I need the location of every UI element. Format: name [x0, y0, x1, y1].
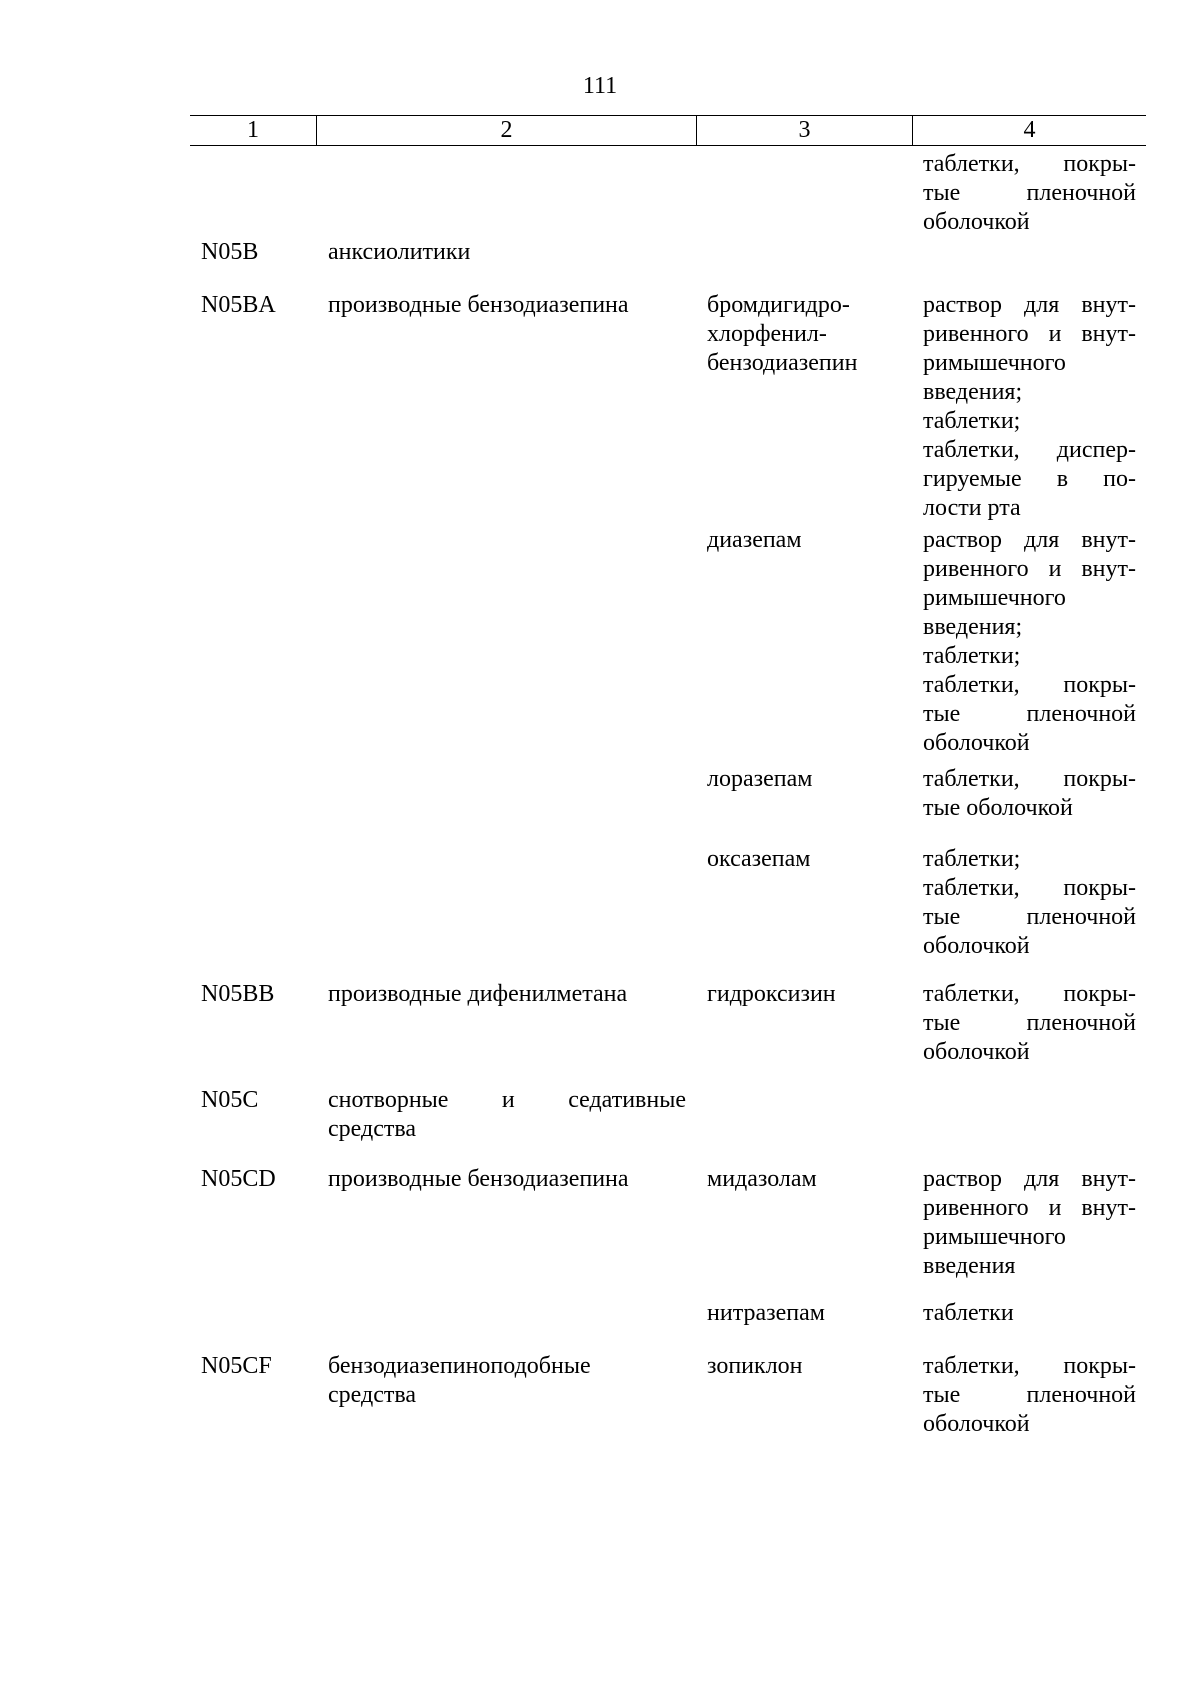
group-line: анксиолитики	[328, 239, 471, 265]
atc-code	[190, 526, 316, 758]
word: диспер-	[1056, 437, 1136, 463]
dosage-form	[912, 291, 1146, 523]
atc-code	[190, 845, 316, 961]
word: раствор	[923, 292, 1002, 318]
form-line: введения;	[923, 379, 1023, 405]
word: тые	[923, 701, 961, 727]
dosage-form	[912, 238, 1146, 267]
word: таблетки,	[923, 672, 1020, 698]
drug-line: оксазепам	[707, 846, 811, 872]
form-line	[923, 700, 1136, 729]
form-line	[923, 179, 1136, 208]
word: пленочной	[1026, 1382, 1136, 1408]
header-col-1: 1	[247, 117, 259, 143]
drug-name	[696, 980, 912, 1067]
word: пленочной	[1026, 1010, 1136, 1036]
dosage-form	[912, 1299, 1146, 1328]
drug-name	[696, 526, 912, 758]
word: таблетки,	[923, 437, 1020, 463]
word: в	[1056, 466, 1069, 492]
word: внут-	[1081, 321, 1136, 347]
drug-line: диазепам	[707, 527, 802, 553]
word: и	[1048, 556, 1062, 582]
group-line: средства	[328, 1116, 417, 1142]
word: гируемые	[923, 466, 1022, 492]
form-line: таблетки;	[923, 643, 1021, 669]
dosage-form	[912, 765, 1146, 823]
form-line	[923, 1009, 1136, 1038]
form-line	[923, 874, 1136, 903]
dosage-form	[912, 1352, 1146, 1439]
page-number: 111	[582, 73, 618, 99]
table-row	[190, 980, 1146, 1067]
word: таблетки,	[923, 875, 1020, 901]
group-line: производные бензодиазепина	[328, 1166, 629, 1192]
word: и	[1048, 1195, 1062, 1221]
word: раствор	[923, 1166, 1002, 1192]
word: внут-	[1081, 1195, 1136, 1221]
table-row	[190, 1352, 1146, 1439]
form-line: римышечного	[923, 585, 1066, 611]
group-name	[316, 1165, 696, 1281]
word: по-	[1103, 466, 1136, 492]
form-line	[923, 765, 1136, 794]
drug-line: бромдигидро-	[707, 292, 850, 318]
atc-code: N05CF	[201, 1353, 272, 1379]
form-line	[923, 291, 1136, 320]
form-line: введения;	[923, 614, 1023, 640]
word: таблетки,	[923, 1353, 1020, 1379]
form-line	[923, 1194, 1136, 1223]
form-line	[923, 465, 1136, 494]
table-header	[190, 115, 1146, 146]
group-name	[316, 238, 696, 267]
atc-code	[190, 765, 316, 823]
drug-name	[696, 238, 912, 267]
table-row	[190, 1165, 1146, 1281]
word: тые	[923, 180, 961, 206]
form-line	[923, 150, 1136, 179]
form-line: оболочкой	[923, 1411, 1030, 1437]
atc-code	[190, 150, 316, 237]
word: для	[1024, 1166, 1060, 1192]
table-row	[190, 238, 1146, 267]
form-line	[923, 436, 1136, 465]
word: и	[1048, 321, 1062, 347]
drug-line: мидазолам	[707, 1166, 817, 1192]
word: внут-	[1081, 292, 1136, 318]
table-row	[190, 150, 1146, 237]
group-name	[316, 1086, 696, 1144]
group-line: средства	[328, 1382, 417, 1408]
drug-name	[696, 1352, 912, 1439]
word: тые	[923, 1382, 961, 1408]
word: таблетки,	[923, 981, 1020, 1007]
table-row	[190, 1086, 1146, 1144]
atc-code: N05CD	[201, 1166, 276, 1192]
group-name	[316, 845, 696, 961]
group-name	[316, 526, 696, 758]
table-row	[190, 291, 1146, 523]
group-name	[316, 291, 696, 523]
word: покры-	[1063, 151, 1136, 177]
group-line: бензодиазепиноподобные	[328, 1353, 591, 1379]
word: таблетки,	[923, 766, 1020, 792]
drug-name	[696, 1165, 912, 1281]
atc-code: N05B	[201, 239, 259, 265]
atc-code: N05C	[201, 1087, 259, 1113]
word: для	[1024, 527, 1060, 553]
drug-name	[696, 1299, 912, 1328]
word: седативные	[568, 1087, 686, 1113]
word: пленочной	[1026, 904, 1136, 930]
drug-line: лоразепам	[707, 766, 813, 792]
form-line: лости рта	[923, 495, 1021, 521]
group-line: производные бензодиазепина	[328, 292, 629, 318]
word: снотворные	[328, 1087, 449, 1113]
word: ривенного	[923, 556, 1029, 582]
word: покры-	[1063, 766, 1136, 792]
word: покры-	[1063, 1353, 1136, 1379]
form-line	[923, 320, 1136, 349]
table-row	[190, 765, 1146, 823]
word: пленочной	[1026, 180, 1136, 206]
word: тые	[923, 1010, 961, 1036]
form-line: оболочкой	[923, 209, 1030, 235]
group-name	[316, 765, 696, 823]
drug-line: бензодиазепин	[707, 350, 858, 376]
word: и	[501, 1087, 515, 1113]
form-line	[923, 526, 1136, 555]
form-line	[923, 671, 1136, 700]
form-line: таблетки;	[923, 846, 1021, 872]
drug-name	[696, 1086, 912, 1144]
drug-line: нитразепам	[707, 1300, 825, 1326]
header-col-2: 2	[316, 116, 696, 145]
header-col-3: 3	[696, 116, 912, 145]
group-name	[316, 150, 696, 237]
dosage-form	[912, 1086, 1146, 1144]
form-line	[923, 980, 1136, 1009]
form-line: римышечного	[923, 350, 1066, 376]
group-name	[316, 1299, 696, 1328]
dosage-form	[912, 845, 1146, 961]
form-line	[923, 555, 1136, 584]
group-line	[328, 1086, 686, 1115]
word: пленочной	[1026, 701, 1136, 727]
drug-line: зопиклон	[707, 1353, 803, 1379]
form-line: таблетки;	[923, 408, 1021, 434]
form-line: оболочкой	[923, 933, 1030, 959]
form-line	[923, 903, 1136, 932]
dosage-form	[912, 980, 1146, 1067]
dosage-form	[912, 150, 1146, 237]
form-line: оболочкой	[923, 1039, 1030, 1065]
atc-code: N05BB	[201, 981, 275, 1007]
header-col-4: 4	[912, 116, 1146, 145]
word: покры-	[1063, 875, 1136, 901]
atc-code	[190, 1299, 316, 1328]
word: ривенного	[923, 321, 1029, 347]
drug-line: гидроксизин	[707, 981, 836, 1007]
word: покры-	[1063, 981, 1136, 1007]
table-row	[190, 1299, 1146, 1328]
word: для	[1024, 292, 1060, 318]
word: внут-	[1081, 556, 1136, 582]
form-line: оболочкой	[923, 730, 1030, 756]
form-line: тые оболочкой	[923, 795, 1073, 821]
form-line: введения	[923, 1253, 1016, 1279]
group-name	[316, 1352, 696, 1439]
form-line	[923, 1381, 1136, 1410]
word: внут-	[1081, 527, 1136, 553]
word: тые	[923, 904, 961, 930]
word: раствор	[923, 527, 1002, 553]
word: покры-	[1063, 672, 1136, 698]
table-row	[190, 526, 1146, 758]
dosage-form	[912, 526, 1146, 758]
word: внут-	[1081, 1166, 1136, 1192]
drug-name	[696, 150, 912, 237]
group-name	[316, 980, 696, 1067]
word: таблетки,	[923, 151, 1020, 177]
form-line: таблетки	[923, 1300, 1014, 1326]
form-line	[923, 1165, 1136, 1194]
form-line	[923, 1352, 1136, 1381]
dosage-form	[912, 1165, 1146, 1281]
group-line: производные дифенилметана	[328, 981, 628, 1007]
drug-line: хлорфенил-	[707, 321, 827, 347]
word: ривенного	[923, 1195, 1029, 1221]
drug-name	[696, 291, 912, 523]
drug-name	[696, 765, 912, 823]
drug-name	[696, 845, 912, 961]
atc-code: N05BA	[201, 292, 276, 318]
table-row	[190, 845, 1146, 961]
form-line: римышечного	[923, 1224, 1066, 1250]
